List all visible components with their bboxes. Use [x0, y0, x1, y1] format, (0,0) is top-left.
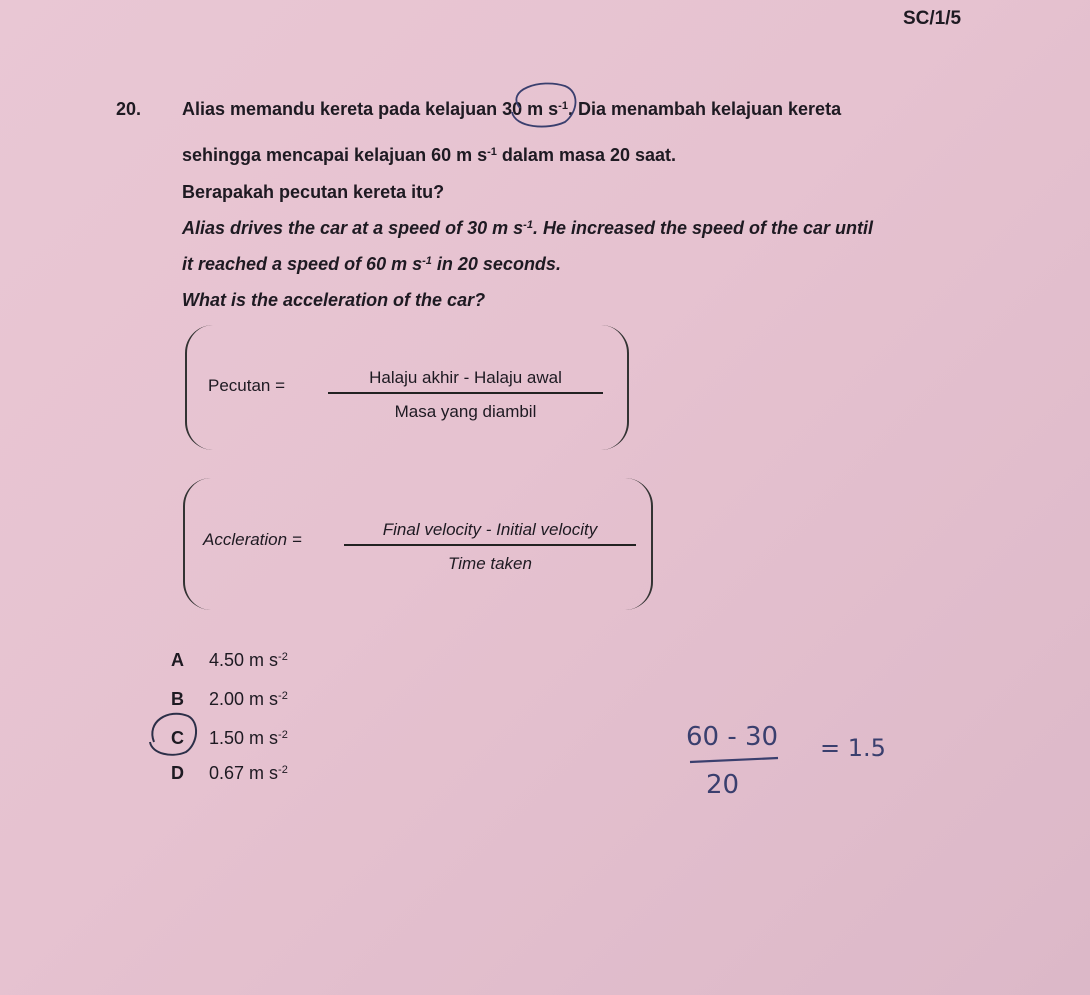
english-line-1: Alias drives the car at a speed of 30 m $s^{-1}$. He increased the speed of the car until — [182, 218, 874, 238]
handwritten-result: = 1.5 — [820, 734, 886, 762]
circle-mark-speed — [512, 83, 576, 126]
formula-label-malay: Pecutan = — [208, 376, 286, 395]
handwritten-denominator: 20 — [706, 770, 740, 800]
malay-line-1: Alias memandu kereta pada kelajuan 30 m $s^{-1}$. Dia menambah kelajuan kereta — [182, 99, 842, 119]
option-letter: B — [171, 689, 184, 709]
malay-line-3: Berapakah pecutan kereta itu? — [182, 182, 445, 202]
formula-label-english: Accleration = — [203, 530, 302, 549]
formula-denominator-english: Time taken — [448, 554, 532, 573]
option-letter: A — [171, 650, 184, 670]
formula-denominator-malay: Masa yang diambil — [394, 402, 537, 421]
english-line-3: What is the acceleration of the car? — [182, 290, 486, 310]
malay-line-2: sehingga mencapai kelajuan 60 m $s^{-1}$ dalam masa 20 saat. — [182, 145, 677, 165]
formula-numerator-english: Final velocity - Initial velocity — [344, 520, 636, 546]
paper-code: SC/1/5 — [903, 8, 962, 29]
option-value: 4.50 m $s^{-2}$ — [209, 650, 288, 670]
option-value: 1.50 m $s^{-2}$ — [209, 728, 288, 748]
option-letter: C — [171, 728, 184, 748]
question-number: 20. — [116, 99, 142, 119]
handwritten-numerator: 60 - 30 — [686, 722, 779, 752]
handwritten-fraction-bar — [690, 758, 778, 762]
option-value: 2.00 m $s^{-2}$ — [209, 689, 288, 709]
english-line-2: it reached a speed of 60 m $s^{-1}$ in 20 seconds. — [182, 254, 561, 274]
formula-numerator-malay: Halaju akhir - Halaju awal — [328, 368, 603, 394]
option-letter: D — [171, 763, 184, 783]
answer-circle-c — [150, 714, 196, 755]
option-value: 0.67 m $s^{-2}$ — [209, 763, 288, 783]
